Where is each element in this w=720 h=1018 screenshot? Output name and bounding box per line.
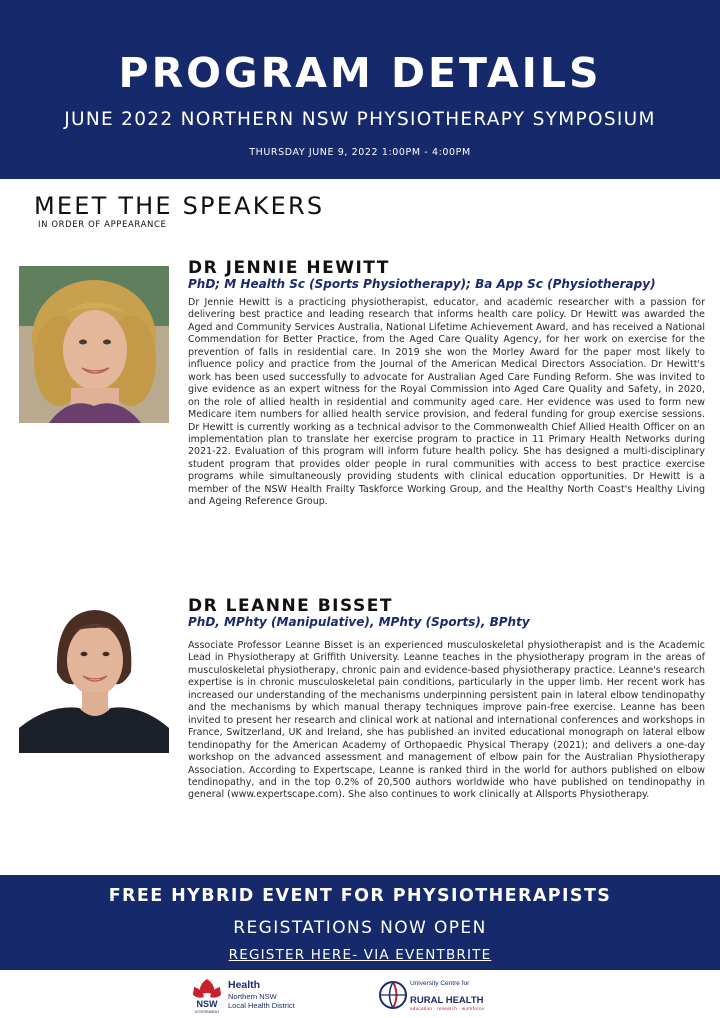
speaker-qualifications: PhD, MPhty (Manipulative), MPhty (Sports), BPhty [188,615,530,629]
event-subtitle: JUNE 2022 NORTHERN NSW PHYSIOTHERAPY SYMPOSIUM [64,109,656,130]
speaker-name: DR JENNIE HEWITT [188,258,390,278]
page-title: PROGRAM DETAILS [118,49,602,97]
nsw-mark: NSW [196,999,218,1009]
speaker-name: DR LEANNE BISSET [188,596,393,616]
ucrh-line1: University Centre for [410,980,470,987]
event-type-heading: FREE HYBRID EVENT FOR PHYSIOTHERAPISTS [108,886,612,906]
footer-banner [0,875,720,970]
speaker-photo-leanne-bisset [19,600,169,753]
nsw-district-line1: Northern NSW [228,992,277,1001]
waratah-icon [190,977,224,1015]
registration-status: REGISTATIONS NOW OPEN [233,918,487,938]
nsw-district-line2: Local Health District [228,1001,295,1010]
speaker-bio: Associate Professor Leanne Bisset is an experienced musculoskeletal physiotherapist and is the Academic Lead in Physiotherapy at Griffith University. Leanne teaches in the physiotherapy program in the areas of musculoskeletal physiotherapy, chronic pain and evidence-based physiotherapy practice. Leanne's research expertise is in chronic musculoskeletal pain conditions, particularly in the upper limb. Her recent work has increased our understanding of the mechanisms underpinning persistent pain in lateral elbow tendinopathy and the mechanisms by which manual therapy techniques improve pain-free exercise. Leanne has been invited to present her research and clinical work at national and international conferences and workshops in France, Switzerland, UK and Ireland, she has published an invited educational monograph on lateral elbow tendinopathy for the American Academy of Orthopaedic Physical Therapy (2021); and delivers a one-day workshop on the advanced assessment and management of elbow pain for the Australian Physiotherapy Association. According to Expertscape, Leanne is ranked third in the world for authors published on elbow tendinopathy, and in the top 0.2% of 20,500 authors worldwide who have published on tendinopathy in general (www.expertscape.com). She also continues to work clinically at Allsports Physiotherapy. [188,640,705,801]
ucrh-mark-icon [378,975,408,1015]
ucrh-line2: RURAL HEALTH [410,995,484,1006]
nsw-health-label: Health [228,979,261,991]
sponsor-logos [0,970,720,1018]
event-date: THURSDAY JUNE 9, 2022 1:00PM - 4:00PM [249,147,471,158]
ucrh-logo [378,975,528,1015]
section-subtitle: IN ORDER OF APPEARANCE [38,220,167,230]
header-banner [0,0,720,179]
speaker-qualifications: PhD; M Health Sc (Sports Physiotherapy); Ba App Sc (Physiotherapy) [188,277,656,291]
register-link[interactable]: REGISTER HERE- VIA EVENTBRITE [228,947,492,963]
speaker-bio: Dr Jennie Hewitt is a practicing physiotherapist, educator, and academic researcher with a passion for delivering best practice and leading research that informs health care policy. Dr Hewitt was awarded the Aged and Community Services Australia, National Lifetime Achievement Award, and has received a National Commendation for Better Practice, from the Aged Care Quality Agency, for her work on exercise for the prevention of falls in residential care. In 2019 she won the Morley Award for the paper most likely to influence policy and practice from the Journal of the American Medical Directors Association. Dr Hewitt's work has been used successfully to advocate for Australian Aged Care Funding Reform. She was invited to give evidence as an expert witness for the Royal Commission into Aged Care Quality and Safety, in 2020, on the role of allied health in residential and community aged care. Her evidence was used to form new Medicare item numbers for allied health service provision, and federal funding for group exercise sessions. Dr Hewitt is currently working as a technical advisor to the Commonwealth Chief Allied Health Officer on an implementation plan to translate her exercise program to practice in 11 Primary Health Networks during 2021-22. Evaluation of this program will inform future health policy. She has designed a multi-disciplinary student program that provides older people in rural communities with access to best practice exercise programs while simultaneously providing students with clinical education opportunities. Dr Hewitt is a member of the NSW Health Frailty Taskforce Working Group, and the Healthy North Coast's Healthy Living and Ageing Reference Group. [188,297,705,508]
nsw-gov: GOVERNMENT [194,1010,220,1014]
nsw-health-logo [190,977,320,1015]
speaker-photo-jennie-hewitt [19,266,169,423]
ucrh-line3: education · research · workforce [410,1006,485,1011]
section-title: MEET THE SPEAKERS [34,192,325,220]
